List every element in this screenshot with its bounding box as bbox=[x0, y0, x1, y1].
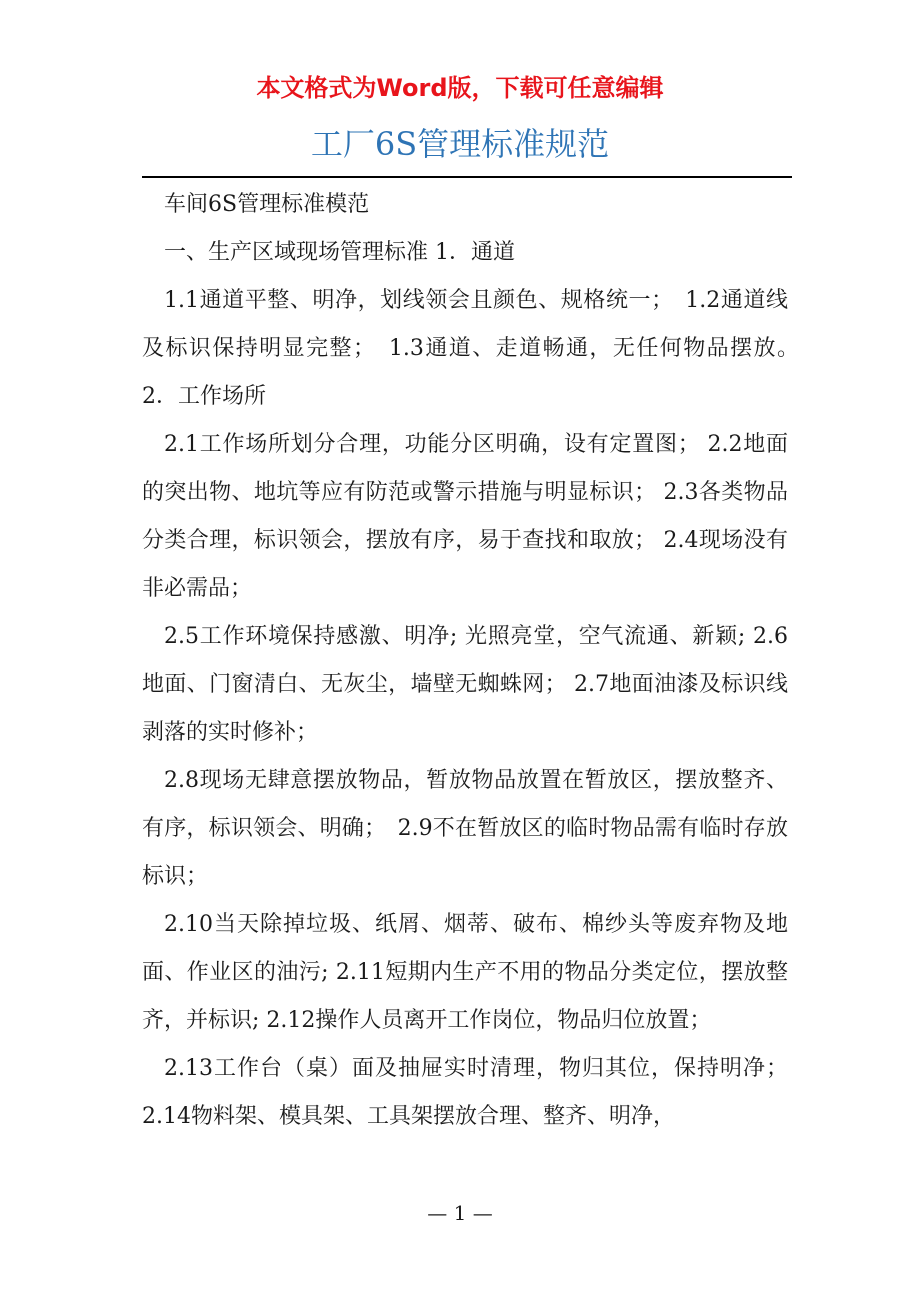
page-number: — 1 — bbox=[427, 1201, 493, 1225]
document-body bbox=[142, 181, 811, 1141]
paragraph: 2.8现场无肆意摆放物品，暂放物品放置在暂放区，摆放整齐、有序，标识领会、明确； 2.9不在暂放区的临时物品需有临时存放标识； bbox=[142, 768, 788, 889]
paragraph: 2.1工作场所划分合理，功能分区明确，设有定置图； 2.2地面的突出物、地坑等应有防范或警示措施与明显标识； 2.3各类物品分类合理，标识领会，摆放有序，易于查找和取放； 2.4现场没有非必需品； bbox=[142, 432, 788, 601]
paragraph: 2.13工作台（桌）面及抽屉实时清理，物归其位，保持明净； 2.14物料架、模具架、工具架摆放合理、整齐、明净， bbox=[142, 1056, 788, 1129]
format-banner: 本文格式为Word版，下载可任意编辑 bbox=[256, 74, 664, 102]
paragraph: 车间6S管理标准模范 bbox=[164, 192, 370, 217]
paragraph: 一、生产区域现场管理标准 1．通道 bbox=[164, 240, 515, 265]
paragraph: 2.10当天除掉垃圾、纸屑、烟蒂、破布、棉纱头等废弃物及地面、作业区的油污; 2.11短期内生产不用的物品分类定位，摆放整齐，并标识; 2.12操作人员离开工作岗位，物品归位放置； bbox=[142, 912, 788, 1033]
document-title: 工厂6S管理标准规范 bbox=[310, 125, 610, 163]
paragraph: 2.5工作环境保持感激、明净; 光照亮堂，空气流通、新颖; 2.6地面、门窗清白、无灰尘，墙壁无蜘蛛网； 2.7地面油漆及标识线剥落的实时修补； bbox=[142, 624, 788, 745]
title-divider bbox=[142, 176, 792, 178]
paragraph: 1.1通道平整、明净，划线领会且颜色、规格统一； 1.2通道线及标识保持明显完整； 1.3通道、走道畅通，无任何物品摆放。 2．工作场所 bbox=[142, 288, 811, 409]
